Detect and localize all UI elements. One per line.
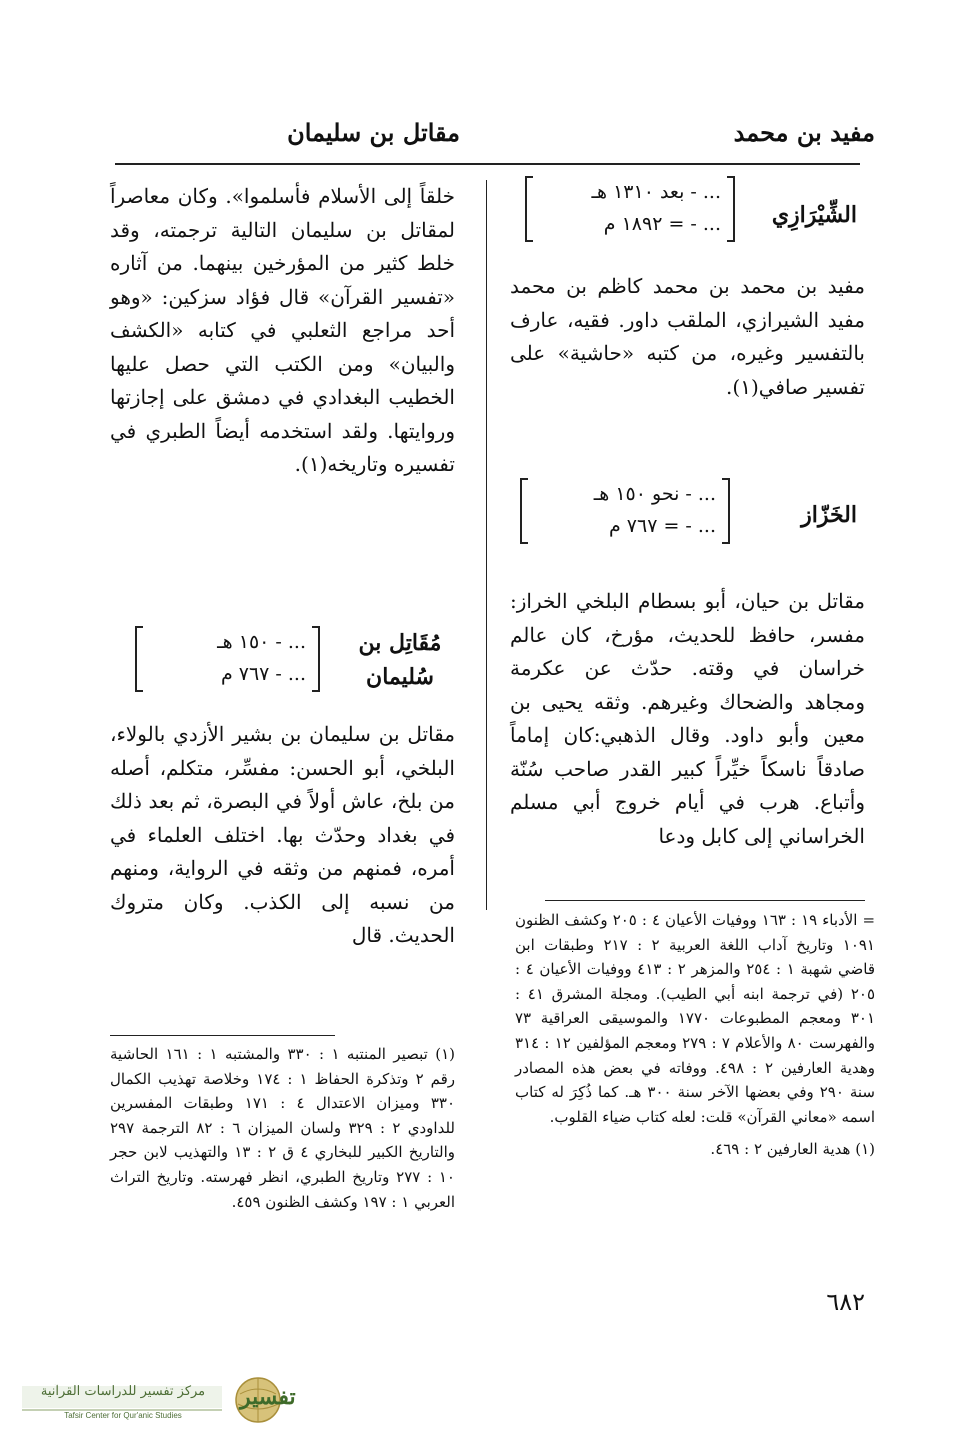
entry-body-khazzaz: مقاتل بن حيان، أبو بسطام البلخي الخراز: مفسر، حافظ للحديث، مؤرخ، كان عالم خراسان في وقته. حدّث عن عكرمة ومجاهد والضحاك وغيرهم. وثقه يحيى بن معين وأبو داود. وقال الذهبي:كان إماماً صادقاً ناسكاً خيِّراً كبير القدر صاحب سُنّة وأتباع. هرب في أيام خروج أبي مسلم الخراساني إلى كابل ودعا (510, 589, 865, 848)
footnote-1-right: (١) هدية العارفين ٢ : ٤٦٩. (710, 1140, 875, 1159)
header-rule (115, 163, 860, 165)
entry-body-shirazi: مفيد بن محمد بن محمد كاظم بن محمد مفيد الشيرازي، الملقب داور. فقيه، عارف بالتفسير وغيره، من كتبه «حاشية» على تفسير صافي(١). (510, 274, 865, 399)
entry-name-shirazi: الشِّيْرَازِي (771, 202, 857, 228)
date-hijri: ... - بعد ١٣١٠ هـ (591, 181, 721, 203)
date-bracket-khazzaz (520, 478, 730, 544)
entry-name-muqatil (345, 626, 455, 694)
logo-arabic-name: مركز تفسير للدراسات القرآنية (40, 1384, 206, 1399)
header-left-title: مقاتل بن سليمان (287, 118, 460, 147)
header-right-title: مفيد بن محمد (733, 118, 875, 147)
date-gregorian: ... - = ١٨٩٢ م (603, 213, 721, 235)
entry-name-khazzaz: الخَزّاز (801, 502, 857, 528)
date-gregorian: ... - = ٧٦٧ م (608, 515, 716, 537)
footnote-continuation: = الأدباء ١٩ : ١٦٣ ووفيات الأعيان ٤ : ٢٠٥ وكشف الظنون ١٠٩١ وتاريخ آداب اللغة العربية ٢ : ٢١٧ وطبقات ابن قاضي شهبة ١ : ٢٥٤ والمزهر ٢ : ٤١٣ ووفيات الأعيان ٤ : ٢٠٥ (في ترجمة ابنه أبي الطيب). ومجلة المشرق ٤١ : ٣٠١ ومعجم المطبوعات ١٧٧٠ والموسيقى العراقية ٧٣ والفهرست ٨٠ والأعلام ٧ : ٢٧٩ ومعجم المؤلفين ١٢ : ٣١٤ وهدية العارفين ٢ : ٤٩٨. ووفاته في بعض هذه المصادر سنة ٢٩٠ وفي بعضها الآخر سنة ٣٠٠ هـ. كما ذُكِرَ له كتاب اسمه «معاني القرآن» قلت: لعله كتاب ضياء القلوب. (515, 911, 876, 1126)
column-divider (486, 180, 487, 910)
entry-name-line2: سُليمان (366, 664, 434, 690)
date-gregorian: ... - ٧٦٧ م (220, 663, 306, 685)
logo-word: تفسير (240, 1384, 296, 1410)
footnote-rule-left (110, 1035, 335, 1036)
date-bracket-shirazi (525, 176, 735, 242)
entry-body-muqatil: مقاتل بن سليمان بن بشير الأزدي بالولاء، البلخي، أبو الحسن: مفسِّر، متكلم، أصله من بلخ، عاش أولاً في البصرة، ثم بعد ذلك في بغداد وحدّث بها. اختلف العلماء في أمره، فمنهم من وثقه في الرواية، ومنهم من نسبه إلى الكذب. وكان متروك الحديث. قال (110, 722, 455, 947)
tafsir-center-logo (18, 1376, 296, 1424)
date-hijri: ... - ١٥٠ هـ (217, 631, 306, 653)
footnote-1-left: (١) تبصير المنتبه ١ : ٣٣٠ والمشتبه ١ : ١٦١ الحاشية رقم ٢ وتذكرة الحفاظ ١ : ١٧٤ وخلاصة تهذيب الكمال ٣٣٠ وميزان الاعتدال ٤ : ١٧١ وطبقات المفسرين للداودي ٢ : ٣٢٩ ولسان الميزان ٦ : ٨٢ الترجمة ٢٩٧ والتاريخ الكبير للبخاري ٤ ق ٢ : ١٣ والتهذيب لابن حجر ١٠ : ٢٧٧ وتاريخ الطبري، انظر فهرسته. وتاريخ التراث العربي ١ : ١٩٧ وكشف الظنون ٤٥٩. (110, 1045, 456, 1211)
footnotes-right (515, 908, 875, 1162)
logo-english-name: Tafsir Center for Qur'anic Studies (64, 1411, 182, 1420)
entry-name-line1: مُقَاتِل بن (358, 630, 442, 656)
entry-body-continuation: خلقاً إلى الأسلام فأسلموا». وكان معاصراً لمقاتل بن سليمان التالية ترجمته، وقد خلط كثير من المؤرخين بينهما. من آثاره «تفسير القرآن» قال فؤاد سزكين: «وهو أحد مراجع الثعلبي في كتابه «الكشف والبيان» ومن الكتب التي حصل عليها الخطيب البغدادي في دمشق على إجازتها وروايتها. ولقد استخدمه أيضاً الطبري في تفسيره وتاريخه(١). (110, 184, 455, 476)
footnote-rule-right (545, 900, 865, 901)
date-bracket-muqatil (135, 626, 320, 692)
footnotes-left (110, 1042, 455, 1214)
date-hijri: ... - نحو ١٥٠ هـ (593, 483, 716, 505)
page-number: ٦٨٢ (826, 1288, 865, 1316)
